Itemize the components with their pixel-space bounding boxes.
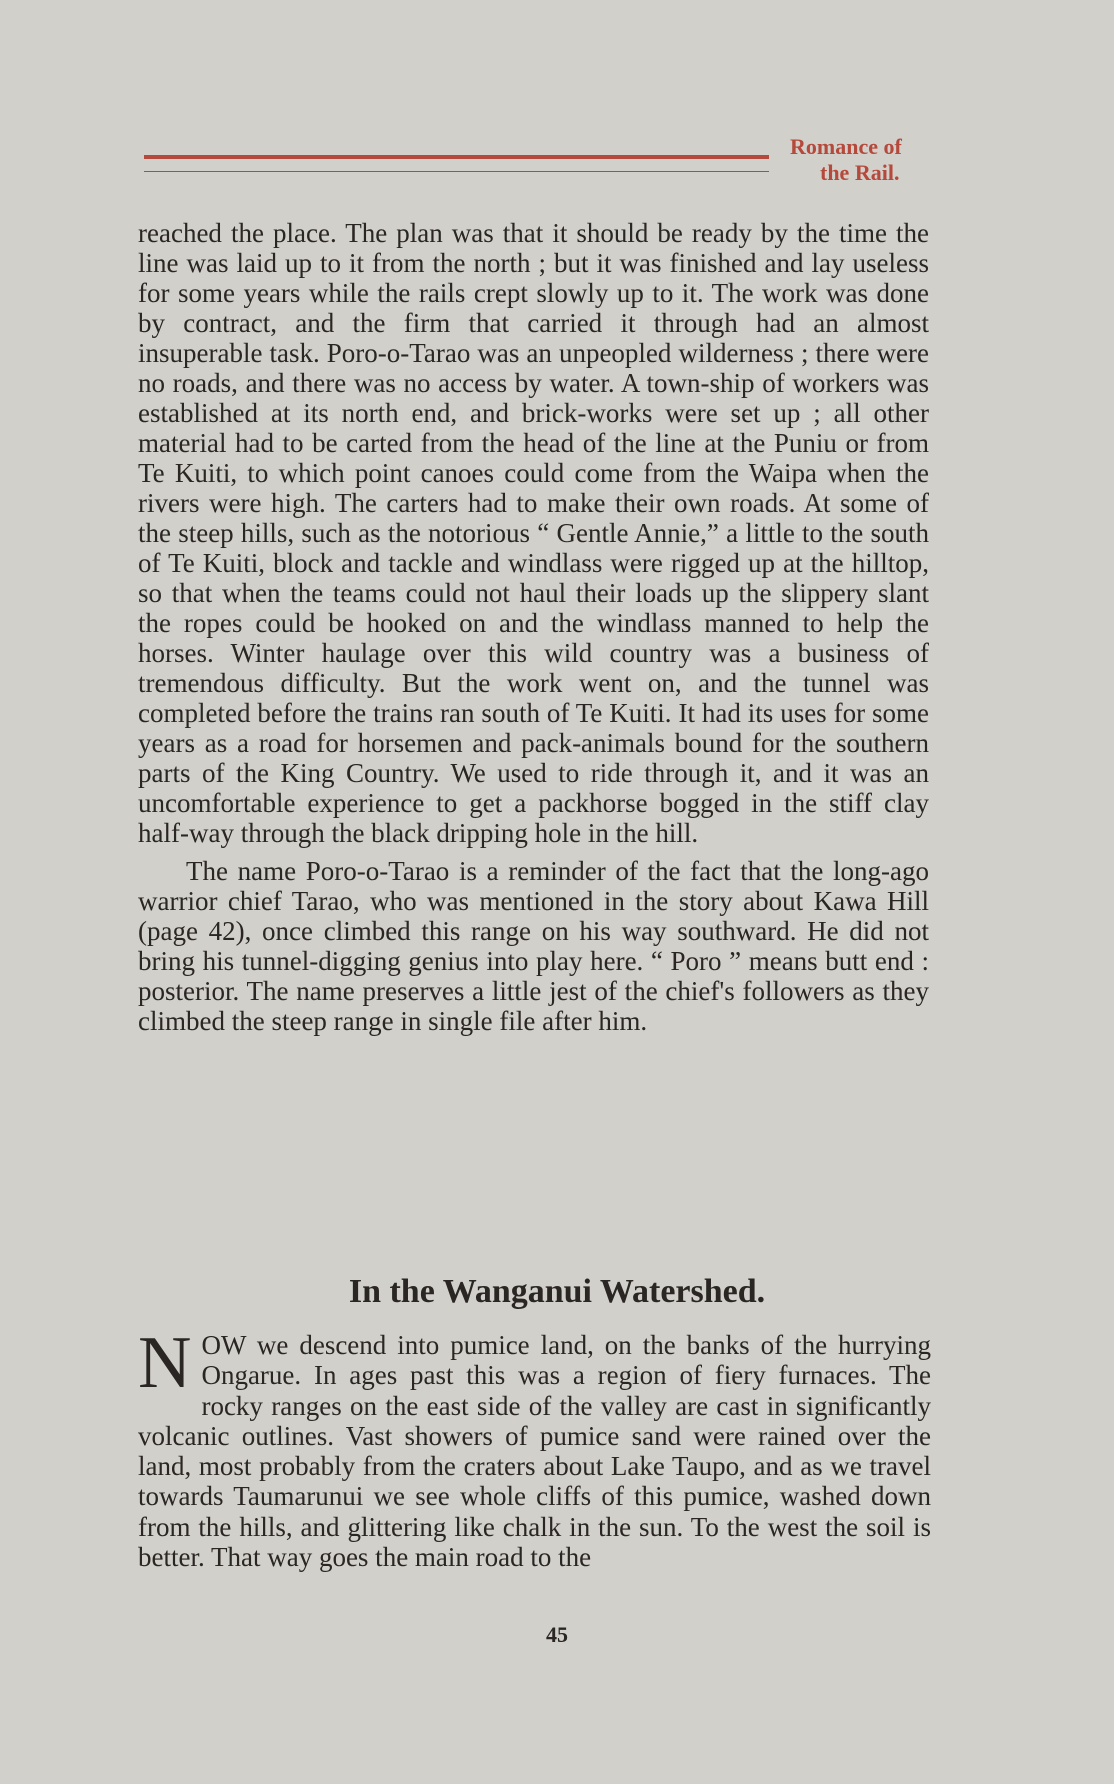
section-paragraph [138, 1322, 931, 1573]
running-title [790, 134, 950, 186]
paragraph-poro-o-tarao: The name Poro-o-Tarao is a reminder of the fact that the long-ago warrior chief Tarao, who was mentioned in the story about Kawa Hill (page 42), once climbed this range on his way southward. He did not bring his tunnel-digging genius into play here. “ Poro ” means butt end : posterior. The name preserves a little jest of the chief's followers as they climbed the steep range in single file after him. [138, 856, 929, 1036]
paragraph-continued: reached the place. The plan was that it should be ready by the time the line was laid up to it from the north ; but it was finished and lay useless for some years while the rails crept slowly up to it. The work was done by contract, and the firm that carried it through had an almost insuperable task. Poro-o-Tarao was an unpeopled wilderness ; there were no roads, and there was no access by water. A town-ship of workers was established at its north end, and brick-works were set up ; all other material had to be carted from the head of the line at the Puniu or from Te Kuiti, to which point canoes could come from the Waipa when the rivers were high. The carters had to make their own roads. At some of the steep hills, such as the notorious “ Gentle Annie,” a little to the south of Te Kuiti, block and tackle and windlass were rigged up at the hilltop, so that when the teams could not haul their loads up the slippery slant the ropes could be hooked on and the windlass manned to help the horses. Winter haulage over this wild country was a business of tremendous difficulty. But the work went on, and the tunnel was completed before the trains ran south of Te Kuiti. It had its uses for some years as a road for horsemen and pack-animals bound for the southern parts of the King Country. We used to ride through it, and it was an uncomfortable experience to get a packhorse bogged in the stiff clay half-way through the black dripping hole in the hill. [138, 218, 929, 848]
section-paragraph-text: OW we descend into pumice land, on the banks of the hurrying Ongarue. In ages past this was a region of fiery furnaces. The rocky ranges on the east side of the valley are cast in significantly volcanic outlines. Vast showers of pumice sand were rained over the land, most probably from the craters about Lake Taupo, and as we travel towards Taumarunui we see whole cliffs of this pumice, washed down from the hills, and glittering like chalk in the sun. To the west the soil is better. That way goes the main road to the [138, 1330, 931, 1573]
body-text [138, 218, 929, 1036]
running-title-line1: Romance of [790, 134, 902, 159]
header-rule-thick [144, 155, 769, 159]
section-text [138, 1322, 931, 1573]
header-rule-thin [144, 171, 769, 172]
drop-cap: N [138, 1322, 192, 1404]
page-number: 45 [546, 1622, 568, 1647]
running-title-line2: the Rail. [820, 160, 900, 185]
section-heading: In the Wanganui Watershed. [348, 1273, 766, 1310]
